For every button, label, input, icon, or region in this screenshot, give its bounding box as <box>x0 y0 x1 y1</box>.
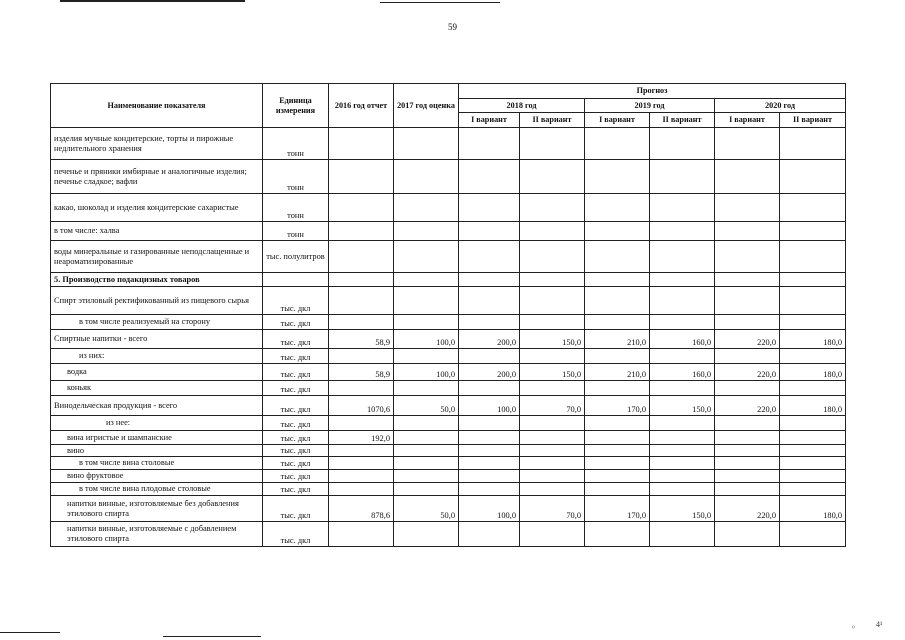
row-value <box>780 416 846 431</box>
header-2017: 2017 год оценка <box>394 84 459 128</box>
row-value: 180,0 <box>780 364 846 381</box>
header-2018: 2018 год <box>459 99 585 113</box>
header-2018-v1: I вариант <box>459 113 520 128</box>
row-name: из нее: <box>51 416 263 431</box>
row-value <box>520 431 585 445</box>
row-value: 220,0 <box>715 364 780 381</box>
row-unit: тыс. дкл <box>263 364 329 381</box>
row-value <box>459 470 520 483</box>
row-value <box>459 241 520 273</box>
row-value: 220,0 <box>715 496 780 522</box>
row-value <box>394 222 459 241</box>
row-value: 210,0 <box>585 330 650 349</box>
row-value <box>520 194 585 222</box>
row-value <box>780 194 846 222</box>
row-value <box>650 315 715 330</box>
row-unit: тыс. дкл <box>263 457 329 470</box>
row-value <box>715 483 780 496</box>
row-value <box>394 194 459 222</box>
header-2020-v2: II вариант <box>780 113 846 128</box>
row-value <box>715 416 780 431</box>
row-value <box>329 222 394 241</box>
row-value <box>329 194 394 222</box>
row-value <box>780 457 846 470</box>
row-value: 160,0 <box>650 364 715 381</box>
row-value <box>650 457 715 470</box>
row-value <box>715 194 780 222</box>
row-value <box>715 222 780 241</box>
row-unit: тыс. дкл <box>263 287 329 315</box>
row-value <box>585 483 650 496</box>
row-value <box>715 128 780 160</box>
row-value <box>650 287 715 315</box>
table-row <box>51 445 846 457</box>
row-value <box>459 349 520 364</box>
row-value <box>715 273 780 287</box>
row-value <box>459 315 520 330</box>
row-value: 50,0 <box>394 496 459 522</box>
row-unit: тыс. дкл <box>263 522 329 547</box>
row-value <box>780 160 846 194</box>
row-value <box>715 522 780 547</box>
row-value <box>650 349 715 364</box>
header-2019-v1: I вариант <box>585 113 650 128</box>
row-value <box>329 445 394 457</box>
table-row <box>51 522 846 547</box>
row-value: 180,0 <box>780 330 846 349</box>
row-value <box>780 241 846 273</box>
row-unit: тыс. дкл <box>263 330 329 349</box>
row-unit: тыс. дкл <box>263 496 329 522</box>
row-value <box>780 470 846 483</box>
row-value <box>329 457 394 470</box>
row-value: 220,0 <box>715 396 780 416</box>
row-value <box>329 522 394 547</box>
row-value <box>780 128 846 160</box>
table-row <box>51 470 846 483</box>
row-value <box>650 222 715 241</box>
table-row <box>51 287 846 315</box>
table-body <box>51 128 846 547</box>
row-value: 1070,6 <box>329 396 394 416</box>
row-value <box>520 160 585 194</box>
row-unit: тонн <box>263 160 329 194</box>
row-value <box>520 381 585 396</box>
row-value <box>394 287 459 315</box>
table-row <box>51 483 846 496</box>
row-value <box>329 483 394 496</box>
row-value <box>780 349 846 364</box>
row-value: 100,0 <box>394 364 459 381</box>
row-value <box>520 470 585 483</box>
row-value <box>650 160 715 194</box>
row-value: 100,0 <box>459 396 520 416</box>
row-unit <box>263 273 329 287</box>
row-value <box>520 273 585 287</box>
row-value: 192,0 <box>329 431 394 445</box>
row-value <box>585 470 650 483</box>
row-value <box>520 315 585 330</box>
row-value <box>459 381 520 396</box>
row-unit: тонн <box>263 222 329 241</box>
row-unit: тыс. дкл <box>263 470 329 483</box>
row-value <box>715 160 780 194</box>
row-value: 50,0 <box>394 396 459 416</box>
table-row <box>51 457 846 470</box>
row-name: вино фруктовое <box>51 470 263 483</box>
row-value <box>650 522 715 547</box>
header-2020-v1: I вариант <box>715 113 780 128</box>
row-value <box>520 416 585 431</box>
row-value <box>780 431 846 445</box>
row-value: 220,0 <box>715 330 780 349</box>
row-value: 878,6 <box>329 496 394 522</box>
row-value <box>459 457 520 470</box>
row-value <box>520 241 585 273</box>
row-value <box>585 241 650 273</box>
row-value <box>394 273 459 287</box>
row-value: 210,0 <box>585 364 650 381</box>
row-value <box>329 128 394 160</box>
row-value <box>780 222 846 241</box>
row-name: в том числе вина плодовые столовые <box>51 483 263 496</box>
row-value <box>585 315 650 330</box>
row-value <box>394 457 459 470</box>
scan-edge-bottom-mid <box>163 636 261 637</box>
header-2020: 2020 год <box>715 99 846 113</box>
page-number: 59 <box>448 22 457 32</box>
row-value: 58,9 <box>329 330 394 349</box>
row-name: в том числе вина столовые <box>51 457 263 470</box>
footer-mark-left: ₀ <box>852 620 855 629</box>
header-forecast: Прогноз <box>459 84 846 99</box>
table-row <box>51 416 846 431</box>
row-value: 180,0 <box>780 396 846 416</box>
row-value <box>459 416 520 431</box>
row-value <box>650 241 715 273</box>
row-value <box>715 315 780 330</box>
row-value <box>585 381 650 396</box>
row-value <box>329 381 394 396</box>
row-value: 150,0 <box>650 496 715 522</box>
row-value <box>585 287 650 315</box>
row-value <box>585 273 650 287</box>
table-row <box>51 273 846 287</box>
row-value: 58,9 <box>329 364 394 381</box>
scan-edge-bottom-left <box>0 632 60 633</box>
table-row <box>51 381 846 396</box>
table-row <box>51 241 846 273</box>
row-value <box>650 431 715 445</box>
row-name: напитки винные, изготовляемые с добавлением этилового спирта <box>51 522 263 547</box>
table-row <box>51 330 846 349</box>
row-value: 160,0 <box>650 330 715 349</box>
row-value <box>459 445 520 457</box>
row-value <box>394 522 459 547</box>
row-value <box>394 483 459 496</box>
row-value <box>520 457 585 470</box>
row-value <box>394 445 459 457</box>
row-name: печенье и пряники имбирные и аналогичные изделия; печенье сладкое; вафли <box>51 160 263 194</box>
row-value <box>715 457 780 470</box>
row-value <box>394 470 459 483</box>
row-value: 70,0 <box>520 496 585 522</box>
row-value: 150,0 <box>520 364 585 381</box>
row-value: 70,0 <box>520 396 585 416</box>
row-value <box>715 287 780 315</box>
row-unit: тыс. дкл <box>263 416 329 431</box>
scan-edge-top-right <box>380 2 500 3</box>
row-value <box>650 416 715 431</box>
row-value <box>585 194 650 222</box>
row-value <box>520 287 585 315</box>
table-row <box>51 222 846 241</box>
row-value <box>329 160 394 194</box>
row-value <box>715 349 780 364</box>
row-value <box>780 483 846 496</box>
row-value <box>394 349 459 364</box>
row-value <box>585 431 650 445</box>
row-name: Спиртные напитки - всего <box>51 330 263 349</box>
table-row <box>51 194 846 222</box>
row-value <box>520 522 585 547</box>
row-name: вино <box>51 445 263 457</box>
row-value <box>715 431 780 445</box>
row-value <box>329 349 394 364</box>
row-value <box>585 128 650 160</box>
row-value <box>650 483 715 496</box>
row-value <box>459 273 520 287</box>
row-value <box>329 273 394 287</box>
row-value <box>780 522 846 547</box>
row-name: какао, шоколад и изделия кондитерские сахаристые <box>51 194 263 222</box>
table-row <box>51 496 846 522</box>
row-name: в том числе реализуемый на сторону <box>51 315 263 330</box>
row-unit: тыс. дкл <box>263 349 329 364</box>
row-value <box>585 457 650 470</box>
row-name: воды минеральные и газированные неподслащенные и неароматизированные <box>51 241 263 273</box>
row-value <box>650 470 715 483</box>
row-value: 100,0 <box>459 496 520 522</box>
table-row <box>51 396 846 416</box>
row-value <box>585 445 650 457</box>
row-value <box>459 431 520 445</box>
row-value <box>520 349 585 364</box>
row-value <box>715 470 780 483</box>
row-value <box>459 522 520 547</box>
row-value <box>520 445 585 457</box>
row-value <box>520 128 585 160</box>
row-value <box>394 431 459 445</box>
row-name: коньяк <box>51 381 263 396</box>
table-row <box>51 160 846 194</box>
row-name: 5. Производство подакцизных товаров <box>51 273 263 287</box>
row-value: 170,0 <box>585 396 650 416</box>
row-value <box>394 241 459 273</box>
row-value <box>459 194 520 222</box>
table-row <box>51 431 846 445</box>
row-name: напитки винные, изготовляемые без добавления этилового спирта <box>51 496 263 522</box>
forecast-table <box>50 83 846 547</box>
row-unit: тыс. дкл <box>263 396 329 416</box>
table-row <box>51 364 846 381</box>
row-value <box>650 445 715 457</box>
row-value <box>329 287 394 315</box>
row-value <box>780 315 846 330</box>
row-value <box>585 222 650 241</box>
header-unit: Единица измерения <box>263 84 329 128</box>
row-value <box>780 273 846 287</box>
row-value: 170,0 <box>585 496 650 522</box>
row-value <box>329 241 394 273</box>
row-value <box>329 416 394 431</box>
row-name: Винодельческая продукция - всего <box>51 396 263 416</box>
row-value <box>394 128 459 160</box>
row-value <box>394 381 459 396</box>
scan-edge-top-left <box>60 0 245 2</box>
row-name: водка <box>51 364 263 381</box>
row-name: в том числе: халва <box>51 222 263 241</box>
row-value <box>394 315 459 330</box>
row-value <box>459 483 520 496</box>
row-value <box>459 128 520 160</box>
row-unit: тыс. дкл <box>263 315 329 330</box>
row-value: 150,0 <box>650 396 715 416</box>
row-name: изделия мучные кондитерские, торты и пирожные недлительного хранения <box>51 128 263 160</box>
table-header <box>51 84 846 128</box>
row-name: из них: <box>51 349 263 364</box>
row-value <box>715 241 780 273</box>
footer-mark-right: 4¹ <box>876 620 883 629</box>
table-row <box>51 315 846 330</box>
row-value <box>394 416 459 431</box>
header-2018-v2: II вариант <box>520 113 585 128</box>
row-unit: тыс. дкл <box>263 381 329 396</box>
row-value <box>780 287 846 315</box>
row-value: 200,0 <box>459 364 520 381</box>
row-value: 150,0 <box>520 330 585 349</box>
row-name: вина игристые и шампанские <box>51 431 263 445</box>
row-value <box>585 349 650 364</box>
header-2019-v2: II вариант <box>650 113 715 128</box>
row-value <box>715 445 780 457</box>
row-value: 100,0 <box>394 330 459 349</box>
row-value <box>459 160 520 194</box>
table-row <box>51 349 846 364</box>
row-value <box>650 381 715 396</box>
row-unit: тонн <box>263 194 329 222</box>
row-value: 180,0 <box>780 496 846 522</box>
row-value <box>650 128 715 160</box>
row-value <box>780 381 846 396</box>
row-value <box>585 522 650 547</box>
row-unit: тыс. дкл <box>263 445 329 457</box>
table-row <box>51 128 846 160</box>
row-unit: тыс. дкл <box>263 483 329 496</box>
row-value <box>715 381 780 396</box>
header-2019: 2019 год <box>585 99 715 113</box>
row-unit: тыс. дкл <box>263 431 329 445</box>
row-value <box>585 160 650 194</box>
row-value <box>329 315 394 330</box>
row-unit: тонн <box>263 128 329 160</box>
row-value <box>650 273 715 287</box>
row-value <box>459 287 520 315</box>
header-name: Наименование показателя <box>51 84 263 128</box>
row-name: Спирт этиловый ректификованный из пищевого сырья <box>51 287 263 315</box>
row-value: 200,0 <box>459 330 520 349</box>
row-value <box>394 160 459 194</box>
row-value <box>520 483 585 496</box>
header-2016: 2016 год отчет <box>329 84 394 128</box>
row-value <box>650 194 715 222</box>
row-value <box>780 445 846 457</box>
row-unit: тыс. полулитров <box>263 241 329 273</box>
row-value <box>520 222 585 241</box>
row-value <box>459 222 520 241</box>
row-value <box>329 470 394 483</box>
row-value <box>585 416 650 431</box>
